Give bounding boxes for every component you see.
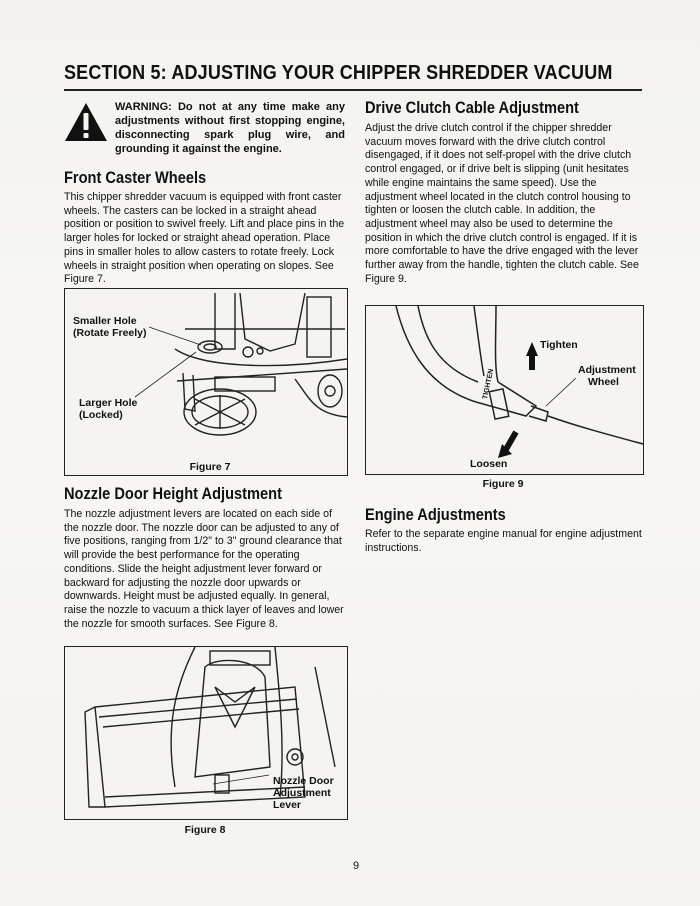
label-adjustment: Adjustment — [273, 787, 331, 799]
drive-clutch-heading: Drive Clutch Cable Adjustment — [365, 98, 579, 117]
figure-9 — [365, 305, 644, 475]
warning-text: WARNING: Do not at any time make any adjustments without first stopping engine, disconnecting spark plug wire, and grounding it against the engine. — [115, 101, 345, 155]
page-number: 9 — [352, 860, 360, 872]
front-caster-heading: Front Caster Wheels — [64, 168, 207, 187]
engine-body: Refer to the separate engine manual for engine adjustment instructions. — [365, 528, 642, 554]
label-loosen: Loosen — [470, 458, 508, 470]
drive-clutch-body: Adjust the drive clutch control if the chipper shredder vacuum moves forward with the drive clutch control disengaged, if it does not self-propel with the drive clutch control engaged, or if drive belt is slipping (unit hesitates while engine maintains the same speed). Use the adjustment wheel located in the clutch control housing to tighten or loosen the clutch cable. In addition, the adjustment wheel may also be used to determine the position in which the drive clutch control is engaged. If it is more comfortable to have the drive engaged with the lever further away from the handle, tighten the clutch cable. See Figure 9. — [365, 122, 639, 285]
label-lever: Lever — [273, 799, 302, 811]
label-tighten: Tighten — [540, 339, 578, 351]
figure-9-caption: Figure 9 — [482, 478, 524, 490]
nozzle-body: The nozzle adjustment levers are located on each side of the nozzle door. The nozzle door can be adjusted to any of five positions, ranging from 1/2" to 3" ground clearance that will provide the best performance for the operating conditions. Slide the height adjustment lever forward or backward for adjusting the nozzle door upwards or downwards. Height must be adjusted equally. In general, raise the nozzle to vacuum a thick layer of leaves and lower the nozzle for smooth surfaces. See Figure 8. — [64, 508, 344, 630]
section-title: SECTION 5: ADJUSTING YOUR CHIPPER SHREDDER VACUUM — [64, 62, 613, 84]
label-adjustment-wheel-1: Adjustment — [578, 364, 636, 376]
label-housing-tighten: TIGHTEN — [481, 368, 496, 400]
label-larger-hole: Larger Hole — [79, 397, 138, 409]
label-adjustment-wheel-2: Wheel — [588, 376, 619, 388]
figure-8-caption: Figure 8 — [184, 824, 226, 836]
figure-7 — [64, 288, 348, 476]
label-nozzle-door: Nozzle Door — [273, 775, 334, 787]
figure-7-caption: Figure 7 — [189, 461, 231, 473]
label-rotate-freely: (Rotate Freely) — [73, 327, 147, 339]
warning-triangle-icon — [64, 102, 108, 142]
label-locked: (Locked) — [79, 409, 123, 421]
title-rule — [64, 89, 642, 91]
label-smaller-hole: Smaller Hole — [73, 315, 137, 327]
engine-heading: Engine Adjustments — [365, 505, 506, 524]
figure-8 — [64, 646, 348, 820]
nozzle-heading: Nozzle Door Height Adjustment — [64, 484, 282, 503]
front-caster-body: This chipper shredder vacuum is equipped with front caster wheels. The casters can be locked in a straight ahead position or position to swivel freely. Lift and place pins in the larger holes for locked or straight ahead operation. Place pins in smaller holes to allow casters to rotate freely. Lock wheels in straight position when operating on slopes. See Figure 7. — [64, 191, 345, 286]
clutch-cable-illustration — [366, 306, 643, 474]
